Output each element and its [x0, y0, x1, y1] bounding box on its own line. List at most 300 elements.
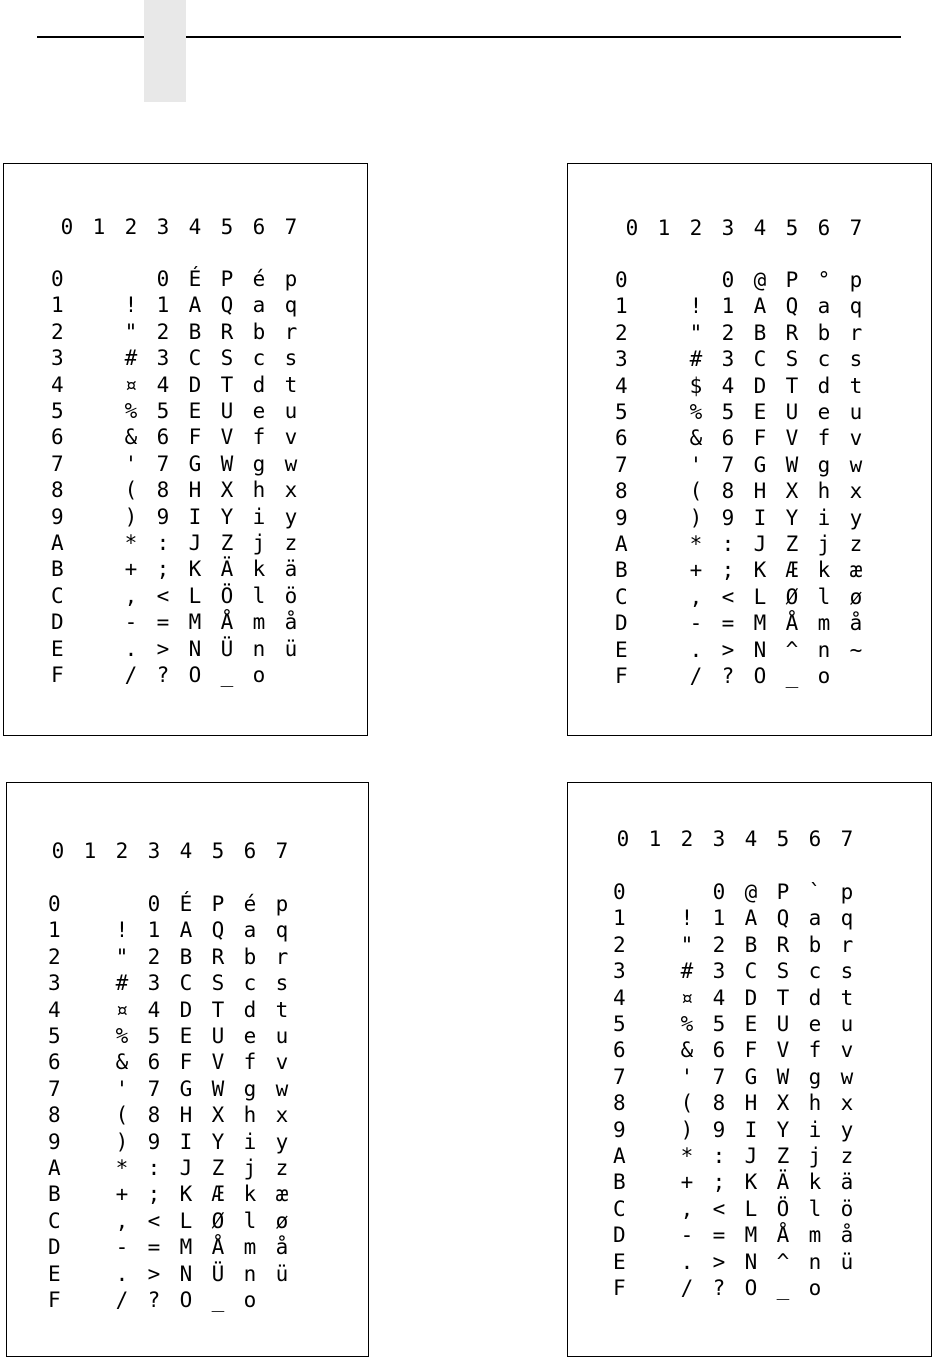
char-cell: ! — [689, 294, 703, 319]
char-cell: 3 — [721, 347, 735, 372]
char-cell: a — [252, 293, 266, 318]
char-cell: o — [817, 664, 831, 688]
char-cell: d — [252, 372, 266, 397]
char-cell: R — [211, 944, 225, 969]
char-cell: I — [179, 1129, 193, 1154]
char-cell: N — [753, 637, 767, 662]
char-cell: X — [211, 1103, 225, 1128]
char-cell: j — [817, 532, 831, 556]
char-cell: 5 — [147, 1024, 161, 1048]
row-label-7: 7 — [615, 452, 628, 477]
char-cell: q — [840, 906, 854, 931]
char-cell: y — [849, 505, 863, 530]
row-label-C: C — [613, 1196, 626, 1221]
row-label-7: 7 — [48, 1076, 61, 1101]
char-cell: G — [179, 1076, 193, 1101]
char-cell: t — [275, 997, 289, 1022]
row-label-6: 6 — [48, 1050, 61, 1075]
char-cell: - — [680, 1223, 694, 1248]
char-cell: H — [744, 1091, 758, 1116]
chapter-tab — [144, 0, 186, 102]
column-header-5: 5 — [776, 827, 790, 851]
char-cell: X — [220, 478, 234, 503]
row-label-A: A — [615, 532, 628, 556]
row-label-2: 2 — [48, 944, 61, 969]
row-label-8: 8 — [48, 1103, 61, 1128]
char-cell: P — [220, 267, 234, 291]
char-cell: - — [124, 610, 138, 635]
column-header-4: 4 — [744, 827, 758, 851]
char-cell: G — [188, 451, 202, 476]
char-cell: v — [840, 1038, 854, 1063]
char-cell: P — [211, 892, 225, 916]
char-cell: ( — [680, 1091, 694, 1116]
char-cell: n — [808, 1249, 822, 1274]
column-header-0: 0 — [625, 216, 639, 240]
char-cell: L — [744, 1196, 758, 1221]
char-cell: Y — [776, 1117, 790, 1142]
char-cell: ? — [156, 663, 170, 687]
char-cell: 8 — [147, 1103, 161, 1128]
char-cell: K — [744, 1170, 758, 1195]
column-header-7: 7 — [849, 216, 863, 240]
char-cell: G — [753, 452, 767, 477]
char-cell: R — [220, 319, 234, 344]
row-label-D: D — [615, 611, 628, 636]
char-cell: . — [124, 636, 138, 661]
row-label-C: C — [615, 584, 628, 609]
char-cell: m — [243, 1235, 257, 1260]
char-cell: i — [808, 1117, 822, 1142]
char-cell: M — [179, 1235, 193, 1260]
table-top-right — [567, 163, 932, 736]
char-cell: l — [808, 1196, 822, 1221]
char-cell: Y — [785, 505, 799, 530]
char-cell: = — [156, 610, 170, 635]
char-cell: ö — [840, 1196, 854, 1221]
char-cell: J — [179, 1156, 193, 1180]
char-cell: L — [179, 1208, 193, 1233]
char-cell: # — [689, 347, 703, 372]
table-bottom-left — [6, 782, 369, 1357]
char-cell: X — [776, 1091, 790, 1116]
row-label-F: F — [48, 1288, 61, 1312]
row-label-A: A — [613, 1144, 626, 1168]
table-bottom-right — [567, 782, 932, 1357]
char-cell: k — [817, 558, 831, 583]
row-label-6: 6 — [51, 425, 64, 450]
char-cell: 4 — [721, 373, 735, 398]
char-cell: m — [252, 610, 266, 635]
char-cell: Ö — [220, 583, 234, 608]
char-cell: x — [849, 479, 863, 504]
char-cell: i — [817, 505, 831, 530]
char-cell: U — [220, 399, 234, 423]
char-cell: E — [188, 399, 202, 423]
char-cell: < — [156, 583, 170, 608]
column-header-2: 2 — [689, 216, 703, 240]
char-cell: I — [188, 504, 202, 529]
char-cell: w — [840, 1064, 854, 1089]
char-cell: O — [744, 1276, 758, 1300]
row-label-8: 8 — [51, 478, 64, 503]
char-cell: # — [124, 346, 138, 371]
char-cell: _ — [220, 663, 234, 687]
char-cell: " — [124, 319, 138, 344]
row-label-3: 3 — [48, 971, 61, 996]
char-cell: Å — [776, 1223, 790, 1248]
char-cell: o — [252, 663, 266, 687]
char-cell: " — [680, 932, 694, 957]
char-cell: K — [753, 558, 767, 583]
column-header-0: 0 — [60, 215, 74, 239]
char-cell: x — [840, 1091, 854, 1116]
char-cell: L — [753, 584, 767, 609]
char-cell: J — [753, 532, 767, 556]
char-cell: å — [840, 1223, 854, 1248]
char-cell: / — [680, 1276, 694, 1300]
row-label-0: 0 — [51, 267, 64, 291]
char-cell: $ — [689, 373, 703, 398]
char-cell: e — [252, 399, 266, 423]
row-label-D: D — [613, 1223, 626, 1248]
char-cell: - — [115, 1235, 129, 1260]
char-cell: & — [680, 1038, 694, 1063]
char-cell: _ — [211, 1288, 225, 1312]
row-label-1: 1 — [615, 294, 628, 319]
char-cell: ( — [689, 479, 703, 504]
char-cell: ? — [712, 1276, 726, 1300]
column-header-6: 6 — [252, 215, 266, 239]
char-cell: 1 — [712, 906, 726, 931]
char-cell: d — [243, 997, 257, 1022]
char-cell: n — [252, 636, 266, 661]
char-cell: N — [179, 1261, 193, 1286]
char-cell: ! — [115, 918, 129, 943]
char-cell: * — [680, 1144, 694, 1168]
row-label-E: E — [48, 1261, 61, 1286]
char-cell: U — [211, 1024, 225, 1048]
char-cell: o — [243, 1288, 257, 1312]
char-cell: : — [156, 531, 170, 555]
char-cell: q — [284, 293, 298, 318]
char-cell: f — [243, 1050, 257, 1075]
char-cell: r — [284, 319, 298, 344]
char-cell: % — [680, 1012, 694, 1036]
char-cell: ¤ — [115, 997, 129, 1022]
char-cell: p — [849, 268, 863, 292]
row-label-3: 3 — [613, 959, 626, 984]
char-cell: U — [785, 400, 799, 424]
row-label-6: 6 — [615, 426, 628, 451]
char-cell: # — [115, 971, 129, 996]
row-label-1: 1 — [613, 906, 626, 931]
char-cell: i — [252, 504, 266, 529]
row-label-4: 4 — [51, 372, 64, 397]
char-cell: R — [776, 932, 790, 957]
char-cell: 8 — [156, 478, 170, 503]
row-label-9: 9 — [615, 505, 628, 530]
char-cell: P — [785, 268, 799, 292]
char-cell: * — [115, 1156, 129, 1180]
char-cell: O — [179, 1288, 193, 1312]
row-label-8: 8 — [613, 1091, 626, 1116]
char-cell: Q — [776, 906, 790, 931]
char-cell: a — [808, 906, 822, 931]
char-cell: V — [785, 426, 799, 451]
char-cell: J — [188, 531, 202, 555]
char-cell: 2 — [156, 319, 170, 344]
column-header-0: 0 — [616, 827, 630, 851]
row-label-F: F — [615, 664, 628, 688]
column-header-7: 7 — [840, 827, 854, 851]
row-label-4: 4 — [615, 373, 628, 398]
char-cell: , — [680, 1196, 694, 1221]
char-cell: q — [275, 918, 289, 943]
char-cell: 1 — [147, 918, 161, 943]
char-cell: 1 — [721, 294, 735, 319]
char-cell: # — [680, 959, 694, 984]
char-cell: ~ — [849, 637, 863, 662]
char-cell: 7 — [721, 452, 735, 477]
char-cell: 6 — [712, 1038, 726, 1063]
char-cell: b — [252, 319, 266, 344]
char-cell: < — [712, 1196, 726, 1221]
column-header-5: 5 — [211, 839, 225, 863]
row-label-9: 9 — [613, 1117, 626, 1142]
char-cell: p — [275, 892, 289, 916]
row-label-4: 4 — [613, 985, 626, 1010]
char-cell: y — [840, 1117, 854, 1142]
char-cell: Z — [220, 531, 234, 555]
column-header-0: 0 — [51, 839, 65, 863]
char-cell: æ — [849, 558, 863, 583]
char-cell: r — [840, 932, 854, 957]
char-cell: n — [243, 1261, 257, 1286]
char-cell: ! — [124, 293, 138, 318]
char-cell: v — [275, 1050, 289, 1075]
char-cell: : — [721, 532, 735, 556]
char-cell: y — [275, 1129, 289, 1154]
char-cell: m — [817, 611, 831, 636]
char-cell: e — [817, 400, 831, 424]
char-cell: Z — [211, 1156, 225, 1180]
row-label-3: 3 — [615, 347, 628, 372]
char-cell: S — [211, 971, 225, 996]
char-cell: % — [115, 1024, 129, 1048]
char-cell: 0 — [721, 268, 735, 292]
char-cell: _ — [776, 1276, 790, 1300]
char-cell: z — [275, 1156, 289, 1180]
column-header-7: 7 — [275, 839, 289, 863]
row-label-3: 3 — [51, 346, 64, 371]
char-cell: . — [115, 1261, 129, 1286]
char-cell: u — [275, 1024, 289, 1048]
char-cell: 5 — [721, 400, 735, 424]
char-cell: M — [753, 611, 767, 636]
char-cell: ü — [840, 1249, 854, 1274]
char-cell: 9 — [156, 504, 170, 529]
char-cell: ; — [156, 557, 170, 582]
char-cell: ^ — [776, 1249, 790, 1274]
char-cell: 7 — [712, 1064, 726, 1089]
char-cell: & — [115, 1050, 129, 1075]
char-cell: b — [808, 932, 822, 957]
char-cell: ü — [284, 636, 298, 661]
char-cell: f — [808, 1038, 822, 1063]
char-cell: p — [284, 267, 298, 291]
char-cell: U — [776, 1012, 790, 1036]
char-cell: ü — [275, 1261, 289, 1286]
char-cell: h — [243, 1103, 257, 1128]
char-cell: O — [753, 664, 767, 688]
char-cell: b — [817, 320, 831, 345]
char-cell: / — [115, 1288, 129, 1312]
char-cell: R — [785, 320, 799, 345]
row-label-5: 5 — [613, 1012, 626, 1036]
char-cell: w — [284, 451, 298, 476]
row-label-0: 0 — [615, 268, 628, 292]
char-cell: f — [817, 426, 831, 451]
char-cell: C — [188, 346, 202, 371]
char-cell: ' — [124, 451, 138, 476]
char-cell: 2 — [147, 944, 161, 969]
row-label-8: 8 — [615, 479, 628, 504]
char-cell: s — [284, 346, 298, 371]
row-label-D: D — [48, 1235, 61, 1260]
char-cell: j — [243, 1156, 257, 1180]
char-cell: V — [211, 1050, 225, 1075]
char-cell: @ — [744, 880, 758, 904]
char-cell: 5 — [156, 399, 170, 423]
char-cell: n — [817, 637, 831, 662]
column-header-3: 3 — [721, 216, 735, 240]
row-label-5: 5 — [615, 400, 628, 424]
char-cell: ) — [115, 1129, 129, 1154]
char-cell: 6 — [721, 426, 735, 451]
char-cell: ' — [689, 452, 703, 477]
char-cell: y — [284, 504, 298, 529]
char-cell: z — [840, 1144, 854, 1168]
table-top-left — [3, 163, 368, 736]
char-cell: h — [808, 1091, 822, 1116]
char-cell: W — [220, 451, 234, 476]
char-cell: . — [680, 1249, 694, 1274]
char-cell: K — [188, 557, 202, 582]
char-cell: ø — [275, 1208, 289, 1233]
column-header-3: 3 — [147, 839, 161, 863]
row-label-B: B — [48, 1182, 61, 1207]
row-label-D: D — [51, 610, 64, 635]
char-cell: Y — [220, 504, 234, 529]
char-cell: r — [275, 944, 289, 969]
char-cell: v — [849, 426, 863, 451]
char-cell: ° — [817, 268, 831, 292]
column-header-1: 1 — [648, 827, 662, 851]
row-label-A: A — [48, 1156, 61, 1180]
char-cell: 6 — [147, 1050, 161, 1075]
column-header-2: 2 — [115, 839, 129, 863]
char-cell: F — [179, 1050, 193, 1075]
row-label-E: E — [51, 636, 64, 661]
char-cell: c — [252, 346, 266, 371]
column-header-1: 1 — [83, 839, 97, 863]
char-cell: m — [808, 1223, 822, 1248]
char-cell: Z — [776, 1144, 790, 1168]
char-cell: = — [721, 611, 735, 636]
char-cell: É — [179, 892, 193, 916]
row-label-E: E — [615, 637, 628, 662]
char-cell: I — [744, 1117, 758, 1142]
char-cell: c — [808, 959, 822, 984]
char-cell: c — [817, 347, 831, 372]
row-label-5: 5 — [48, 1024, 61, 1048]
column-header-3: 3 — [712, 827, 726, 851]
char-cell: / — [124, 663, 138, 687]
char-cell: 4 — [147, 997, 161, 1022]
char-cell: A — [744, 906, 758, 931]
char-cell: S — [785, 347, 799, 372]
char-cell: Q — [211, 918, 225, 943]
char-cell: c — [243, 971, 257, 996]
char-cell: ¤ — [680, 985, 694, 1010]
char-cell: D — [188, 372, 202, 397]
char-cell: g — [252, 451, 266, 476]
column-header-5: 5 — [220, 215, 234, 239]
row-label-B: B — [51, 557, 64, 582]
char-cell: B — [188, 319, 202, 344]
char-cell: Å — [211, 1235, 225, 1260]
char-cell: i — [243, 1129, 257, 1154]
char-cell: g — [808, 1064, 822, 1089]
char-cell: > — [721, 637, 735, 662]
column-header-5: 5 — [785, 216, 799, 240]
char-cell: 4 — [156, 372, 170, 397]
char-cell: 9 — [147, 1129, 161, 1154]
char-cell: s — [849, 347, 863, 372]
char-cell: f — [252, 425, 266, 450]
char-cell: D — [744, 985, 758, 1010]
char-cell: @ — [753, 268, 767, 292]
char-cell: a — [817, 294, 831, 319]
char-cell: 0 — [712, 880, 726, 904]
char-cell: ¤ — [124, 372, 138, 397]
column-header-4: 4 — [753, 216, 767, 240]
char-cell: 5 — [712, 1012, 726, 1036]
char-cell: 9 — [721, 505, 735, 530]
char-cell: ^ — [785, 637, 799, 662]
char-cell: E — [744, 1012, 758, 1036]
char-cell: 4 — [712, 985, 726, 1010]
column-header-6: 6 — [817, 216, 831, 240]
char-cell: x — [275, 1103, 289, 1128]
char-cell: M — [744, 1223, 758, 1248]
row-label-2: 2 — [51, 319, 64, 344]
char-cell: t — [840, 985, 854, 1010]
row-label-1: 1 — [51, 293, 64, 318]
char-cell: B — [179, 944, 193, 969]
char-cell: A — [753, 294, 767, 319]
char-cell: + — [124, 557, 138, 582]
char-cell: s — [840, 959, 854, 984]
char-cell: q — [849, 294, 863, 319]
char-cell: H — [753, 479, 767, 504]
char-cell: , — [115, 1208, 129, 1233]
char-cell: ( — [115, 1103, 129, 1128]
char-cell: h — [817, 479, 831, 504]
char-cell: é — [243, 892, 257, 916]
char-cell: e — [243, 1024, 257, 1048]
